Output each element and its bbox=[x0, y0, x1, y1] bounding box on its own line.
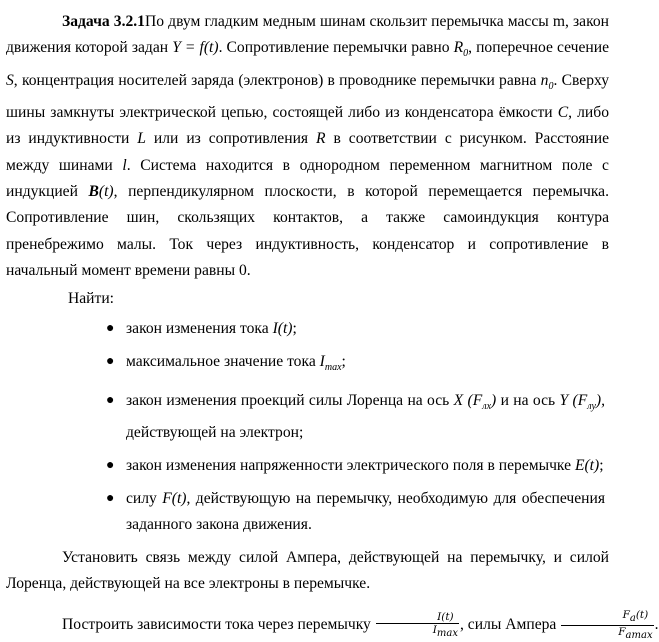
list-item: ● закон изменения проекций силы Лоренца на ось X $(F_{лх})$ и на ось Y $(F_{лу})$, действующей на электрон; bbox=[6, 388, 609, 447]
find-label: Найти: bbox=[68, 290, 115, 308]
bullet-icon: ● bbox=[106, 458, 115, 474]
bullet-icon: ● bbox=[106, 392, 115, 408]
bullet-icon: ● bbox=[106, 353, 115, 369]
task-title: Задача 3.2.1 bbox=[62, 13, 145, 30]
list-item: ● максимальное значение тока $I_{max}$; bbox=[6, 349, 609, 381]
list-item: ● закон изменения тока I(t); bbox=[6, 316, 609, 342]
list-item: ● силу F(t), действующую на перемычку, необходимую для обеспечения заданного закона движения. bbox=[6, 486, 609, 539]
bullet-icon: ● bbox=[106, 490, 115, 506]
relation-paragraph: Установить связь между силой Ампера, действующей на перемычку, и силой Лоренца, действующей на все электроны в перемычке. bbox=[6, 548, 609, 592]
ampere-ratio-fraction: $\frac{F_a(t)}{F_{amax}}$ bbox=[561, 609, 653, 642]
list-item: ● закон изменения напряженности электрического поля в перемычке E(t); bbox=[6, 453, 609, 479]
plot-paragraph: Построить зависимости тока через перемычку $\frac{I(t)}{I_{max}}$ , силы Ампера $\frac{F_a(t)}{F_{amax}}$ . bbox=[62, 608, 659, 642]
task-paragraph: Задача 3.2.1По двум гладким медным шинам скользит перемычка массы m, закон движения которой задан Y = f(t). Сопротивление перемычки равно $R_0$, поперечное сечение S, концентрация носителей заряда (электронов) в проводнике перемычки равна $n_0$. Сверху шины замкнуты электрической цепью, состоящей либо из конденсатора ёмкости C, либо из индуктивности L или из сопротивления R в соответствии с рисунком. Расстояние между шинами l. Система находится в однородном переменном магнитном поле с индукцией B(t), перпендикулярном плоскости, в которой перемещается перемычка. Сопротивление шин, скользящих контактов, а также самоиндукция контура пренебрежимо малы. Ток через индуктивность, конденсатор и сопротивление в начальный момент времени равны 0. bbox=[6, 13, 609, 279]
current-ratio-fraction: $\frac{I(t)}{I_{max}}$ bbox=[376, 611, 459, 640]
find-list bbox=[6, 316, 609, 538]
bullet-icon: ● bbox=[106, 321, 115, 337]
